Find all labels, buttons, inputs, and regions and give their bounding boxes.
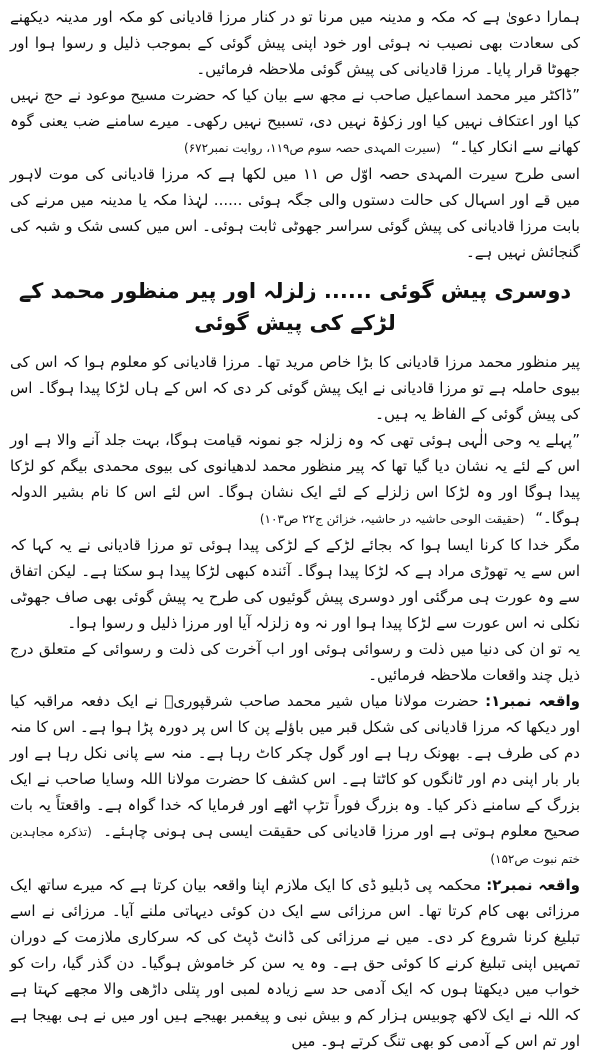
paragraph-afterlife-intro [10,636,580,688]
paragraph-text: پیر منظور محمد مرزا قادیانی کا بڑا خاص مرید تھا۔ مرزا قادیانی کو معلوم ہوا کہ اس کی بیوی حاملہ ہے تو مرزا قادیانی نے ایک پیش گوئی کر دی کہ اس کے ہاں لڑکا پیدا ہوگا۔ اس کی پیش گوئی کے الفاظ یہ ہیں۔ [10,353,580,423]
incident-label: واقعہ نمبر۱: [485,692,580,710]
paragraph-death-lahore [10,161,580,265]
citation: (حقیقت الوحی حاشیہ در حاشیہ، خزائن ج۲۲ ص۱۰۳) [259,512,525,526]
paragraph-incident-2 [10,872,580,1054]
paragraph-text: اسی طرح سیرت المہدی حصہ اوّل ص ۱۱ میں لکھا ہے کہ مرزا قادیانی کی موت لاہور میں قے اور اسہال کی حالت دستوں والی جگہ ہوئی ...... لہٰذا مکہ یا مدینہ میں مرنے کی بابت مرزا قادیانی کی پیش گوئی سراسر جھوٹی ثابت ہوئی۔ اس میں کسی شک و شبہ کی گنجائش نہیں ہے۔ [10,165,580,261]
section-heading: دوسری پیش گوئی ...... زلزلہ اور پیر منظور محمد کے لڑکے کی پیش گوئی [18,279,572,335]
quote-seerat-mahdi [10,82,580,161]
citation: (سیرت المہدی حصہ سوم ص۱۱۹، روایت نمبر۶۷۲) [184,141,441,155]
citation: (تذکرہ مجاہدین ختم نبوت ص۱۵۲) [10,825,580,866]
quote-haqeeqat-ul-wahi [10,427,580,532]
paragraph-text: مگر خدا کا کرنا ایسا ہوا کہ بجائے لڑکے کے لڑکی پیدا ہوئی تو مرزا قادیانی نے یہ کہا کہ اس سے یہ تھوڑی مراد ہے کہ لڑکا پیدا ہوگا۔ آئندہ کبھی لڑکا پیدا ہو سکتا ہے۔ لیکن اتفاق سے وہ عورت ہی مرگئی اور دوسری پیش گوئیوں کی طرح یہ پیش گوئی بھی صاف جھوٹی نکلی نہ اس عورت سے لڑکا پیدا ہوا اور نہ وہ زلزلہ آیا اور مرزا ذلیل و رسوا ہوا۔ [10,536,580,632]
paragraph-incident-1 [10,688,580,872]
paragraph-girl-born [10,532,580,636]
paragraph-claim [10,4,580,82]
paragraph-text: یہ تو ان کی دنیا میں ذلت و رسوائی ہوئی اور اب آخرت کی ذلت و رسوائی کے متعلق درج ذیل چند واقعات ملاحظہ فرمائیں۔ [10,640,580,684]
quote-text: ”پہلے یہ وحی الٰہی ہوئی تھی کہ وہ زلزلہ جو نمونہ قیامت ہوگا، بہت جلد آنے والا ہے اور اس کے لئے یہ نشان دیا گیا تھا کہ پیر منظور محمد لدھیانوی کی بیوی محمدی بیگم کو لڑکا پیدا ہوگا اور وہ لڑکا اس زلزلے کے لئے ایک نشان ہوگا۔ اس لئے اس کا نام بشیر الدولہ ہوگا۔“ [10,431,580,527]
paragraph-text: ہمارا دعویٰ ہے کہ مکہ و مدینہ میں مرنا تو در کنار مرزا قادیانی کو مکہ اور مدینہ دیکھنے کی سعادت بھی نصیب نہ ہوئی اور خود اپنی پیش گوئی کے بموجب ذلیل و رسوا ہوا اور جھوٹا قرار پایا۔ مرزا قادیانی کی پیش گوئی ملاحظہ فرمائیں۔ [10,8,580,78]
paragraph-text: حضرت مولانا میاں شیر محمد صاحب شرقپوریؒ نے ایک دفعہ مراقبہ کیا اور دیکھا کہ مرزا قادیانی کی شکل قبر میں باؤلے پن کا اس پر دورہ پڑا ہوا ہے۔ اس کا منہ دم کی طرف ہے۔ بھونک رہا ہے اور گول چکر کاٹ رہا ہے۔ منہ سے پانی نکل رہا ہے اور بار بار اپنی دم اور ٹانگوں کو کاٹتا ہے۔ اس کشف کا حضرت مولانا اللہ وسایا صاحب نے ایک بزرگ کے سامنے ذکر کیا۔ وہ بزرگ فوراً تڑپ اٹھے اور فرمایا کہ خدا گواہ ہے۔ واقعتاً یہ بات صحیح معلوم ہوتی ہے اور مرزا قادیانی کی حقیقت ایسی ہی ہونی چاہئے۔ [10,692,580,840]
quote-text: ”ڈاکٹر میر محمد اسماعیل صاحب نے مجھ سے بیان کیا کہ حضرت مسیح موعود نے حج نہیں کیا اور اعتکاف نہیں کیا اور زکوٰۃ نہیں دی، تسبیح نہیں رکھی۔ میرے سامنے ضب یعنی گوہ کھانے سے انکار کیا۔“ [10,86,580,156]
paragraph-text: محکمہ پی ڈبلیو ڈی کا ایک ملازم اپنا واقعہ بیان کرتا ہے کہ میرے ساتھ ایک مرزائی بھی کام کرتا تھا۔ اس مرزائی سے ایک دن کوئی دیہاتی ملنے آیا۔ مرزائی نے اسے تبلیغ کرنا شروع کر دی۔ میں نے مرزائی کی ڈانٹ ڈپٹ کی کہ سرکاری ملازمت کے دوران تمہیں اپنی تبلیغ کرنے کا کوئی حق ہے۔ وہ یہ سن کر خاموش ہوگیا۔ دن گذر گیا، رات کو خواب میں دیکھتا ہوں کہ ایک آدمی حد سے زیادہ لمبی اور پتلی داڑھی والا مجھے کہتا ہے کہ اللہ نے ایک لاکھ چوبیس ہزار کم و بیش نبی و پیغمبر بھیجے ہیں اور میں نے ہی بھیجا ہے اور تم اس کے آدمی کو بھی تنگ کرتے ہو۔ میں [10,876,580,1050]
incident-label: واقعہ نمبر۲: [486,876,580,894]
paragraph-pir-manzoor [10,349,580,427]
